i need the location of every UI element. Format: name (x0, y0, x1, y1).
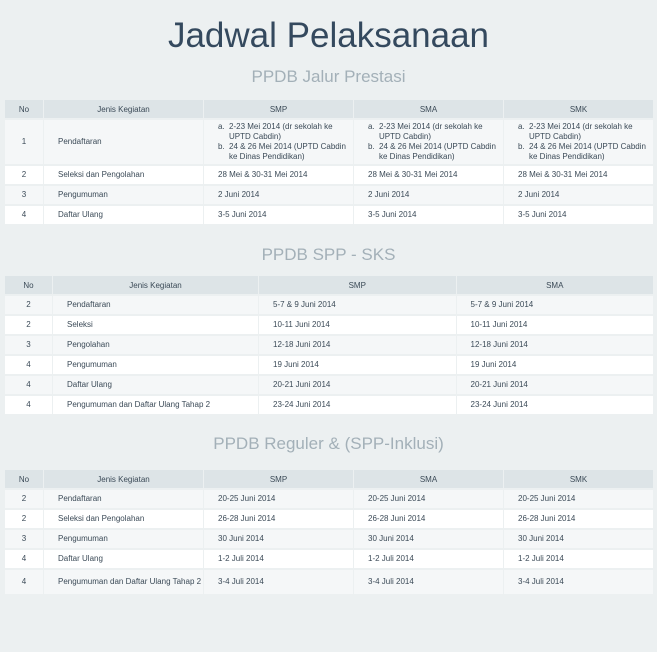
header-sma: SMA (354, 100, 503, 118)
table-row (5, 550, 653, 568)
cell-sma: 20-21 Juni 2014 (457, 376, 654, 394)
schedule-table-reguler (4, 468, 654, 596)
cell-no: 2 (5, 490, 43, 508)
cell-no: 4 (5, 550, 43, 568)
cell-no: 4 (5, 376, 52, 394)
header-smk: SMK (504, 470, 653, 488)
cell-activity: Pengolahan (53, 336, 258, 354)
cell-no: 2 (5, 316, 52, 334)
cell-smk: 2 Juni 2014 (504, 186, 653, 204)
list-item: a. 2-23 Mei 2014 (dr sekolah ke UPTD Cabdin) (218, 122, 333, 141)
cell-smp: 20-25 Juni 2014 (204, 490, 353, 508)
header-no: No (5, 470, 43, 488)
cell-activity: Pengumuman (53, 356, 258, 374)
cell-no: 4 (5, 206, 43, 224)
header-activity: Jenis Kegiatan (53, 276, 258, 294)
cell-no: 1 (5, 120, 43, 164)
cell-smp: 2 Juni 2014 (204, 186, 353, 204)
table-row (5, 396, 653, 414)
cell-activity: Pendaftaran (53, 296, 258, 314)
table-row (5, 510, 653, 528)
section-title-reguler: PPDB Reguler & (SPP-Inklusi) (213, 434, 444, 453)
table-header-row (5, 276, 653, 294)
cell-sma: 2 Juni 2014 (354, 186, 503, 204)
table-row (5, 206, 653, 224)
cell-smp: 28 Mei & 30-31 Mei 2014 (204, 166, 353, 184)
cell-activity: Seleksi (53, 316, 258, 334)
header-activity: Jenis Kegiatan (44, 100, 203, 118)
cell-no: 2 (5, 296, 52, 314)
header-smp: SMP (259, 276, 456, 294)
cell-activity: Pengumuman dan Daftar Ulang Tahap 2 (44, 570, 203, 594)
cell-activity: Pengumuman (44, 186, 203, 204)
table-row (5, 336, 653, 354)
cell-sma: 12-18 Juni 2014 (457, 336, 654, 354)
cell-smk: 3-4 Juli 2014 (504, 570, 653, 594)
header-no: No (5, 100, 43, 118)
list-item: b. 24 & 26 Mei 2014 (UPTD Cabdin ke Dinas Pendidikan) (218, 142, 346, 161)
cell-smp: 26-28 Juni 2014 (204, 510, 353, 528)
table-header-row (5, 100, 653, 118)
list-item: b. 24 & 26 Mei 2014 (UPTD Cabdin ke Dinas Pendidikan) (368, 142, 496, 161)
schedule-list (218, 122, 353, 162)
table-row (5, 120, 653, 164)
cell-smp: 19 Juni 2014 (259, 356, 456, 374)
page-title: Jadwal Pelaksanaan (167, 16, 490, 55)
table-row (5, 530, 653, 548)
section-title-spp-sks: PPDB SPP - SKS (261, 245, 396, 264)
table-row (5, 316, 653, 334)
cell-smk: 26-28 Juni 2014 (504, 510, 653, 528)
cell-smp: 3-5 Juni 2014 (204, 206, 353, 224)
table-row (5, 186, 653, 204)
cell-activity: Pendaftaran (44, 490, 203, 508)
cell-no: 3 (5, 186, 43, 204)
schedule-list (518, 122, 653, 162)
header-smp: SMP (204, 100, 353, 118)
cell-sma: 3-4 Juli 2014 (354, 570, 503, 594)
cell-no: 4 (5, 396, 52, 414)
cell-smk (504, 120, 653, 164)
cell-activity: Pengumuman dan Daftar Ulang Tahap 2 (53, 396, 258, 414)
cell-no: 2 (5, 510, 43, 528)
cell-activity: Seleksi dan Pengolahan (44, 510, 203, 528)
table-row (5, 356, 653, 374)
cell-activity: Daftar Ulang (53, 376, 258, 394)
cell-sma: 30 Juni 2014 (354, 530, 503, 548)
schedule-table-spp-sks (4, 274, 654, 416)
cell-sma (354, 120, 503, 164)
cell-smp: 30 Juni 2014 (204, 530, 353, 548)
cell-sma: 23-24 Juni 2014 (457, 396, 654, 414)
cell-no: 3 (5, 336, 52, 354)
cell-smk: 1-2 Juli 2014 (504, 550, 653, 568)
list-item: a. 2-23 Mei 2014 (dr sekolah ke UPTD Cabdin) (518, 122, 633, 141)
cell-activity: Daftar Ulang (44, 550, 203, 568)
section-title-prestasi: PPDB Jalur Prestasi (251, 67, 406, 86)
cell-sma: 3-5 Juni 2014 (354, 206, 503, 224)
cell-sma: 5-7 & 9 Juni 2014 (457, 296, 654, 314)
cell-smk: 30 Juni 2014 (504, 530, 653, 548)
schedule-table-prestasi (4, 98, 654, 226)
cell-smp (204, 120, 353, 164)
table-row (5, 166, 653, 184)
table-row (5, 570, 653, 594)
header-smp: SMP (204, 470, 353, 488)
cell-activity: Pendaftaran (44, 120, 203, 164)
table-row (5, 490, 653, 508)
header-sma: SMA (354, 470, 503, 488)
cell-smk: 20-25 Juni 2014 (504, 490, 653, 508)
cell-activity: Pengumuman (44, 530, 203, 548)
cell-sma: 1-2 Juli 2014 (354, 550, 503, 568)
cell-no: 2 (5, 166, 43, 184)
cell-smp: 12-18 Juni 2014 (259, 336, 456, 354)
cell-no: 4 (5, 570, 43, 594)
cell-no: 4 (5, 356, 52, 374)
schedule-list (368, 122, 503, 162)
list-item: a. 2-23 Mei 2014 (dr sekolah ke UPTD Cabdin) (368, 122, 483, 141)
header-sma: SMA (457, 276, 654, 294)
cell-smp: 23-24 Juni 2014 (259, 396, 456, 414)
cell-sma: 28 Mei & 30-31 Mei 2014 (354, 166, 503, 184)
cell-no: 3 (5, 530, 43, 548)
cell-smp: 5-7 & 9 Juni 2014 (259, 296, 456, 314)
header-no: No (5, 276, 52, 294)
table-header-row (5, 470, 653, 488)
cell-smk: 3-5 Juni 2014 (504, 206, 653, 224)
cell-sma: 10-11 Juni 2014 (457, 316, 654, 334)
list-item: b. 24 & 26 Mei 2014 (UPTD Cabdin ke Dinas Pendidikan) (518, 142, 646, 161)
cell-sma: 19 Juni 2014 (457, 356, 654, 374)
cell-smp: 1-2 Juli 2014 (204, 550, 353, 568)
table-row (5, 376, 653, 394)
cell-activity: Daftar Ulang (44, 206, 203, 224)
cell-sma: 20-25 Juni 2014 (354, 490, 503, 508)
cell-smp: 3-4 Juli 2014 (204, 570, 353, 594)
cell-activity: Seleksi dan Pengolahan (44, 166, 203, 184)
table-row (5, 296, 653, 314)
cell-smp: 10-11 Juni 2014 (259, 316, 456, 334)
cell-sma: 26-28 Juni 2014 (354, 510, 503, 528)
cell-smp: 20-21 Juni 2014 (259, 376, 456, 394)
cell-smk: 28 Mei & 30-31 Mei 2014 (504, 166, 653, 184)
header-activity: Jenis Kegiatan (44, 470, 203, 488)
header-smk: SMK (504, 100, 653, 118)
